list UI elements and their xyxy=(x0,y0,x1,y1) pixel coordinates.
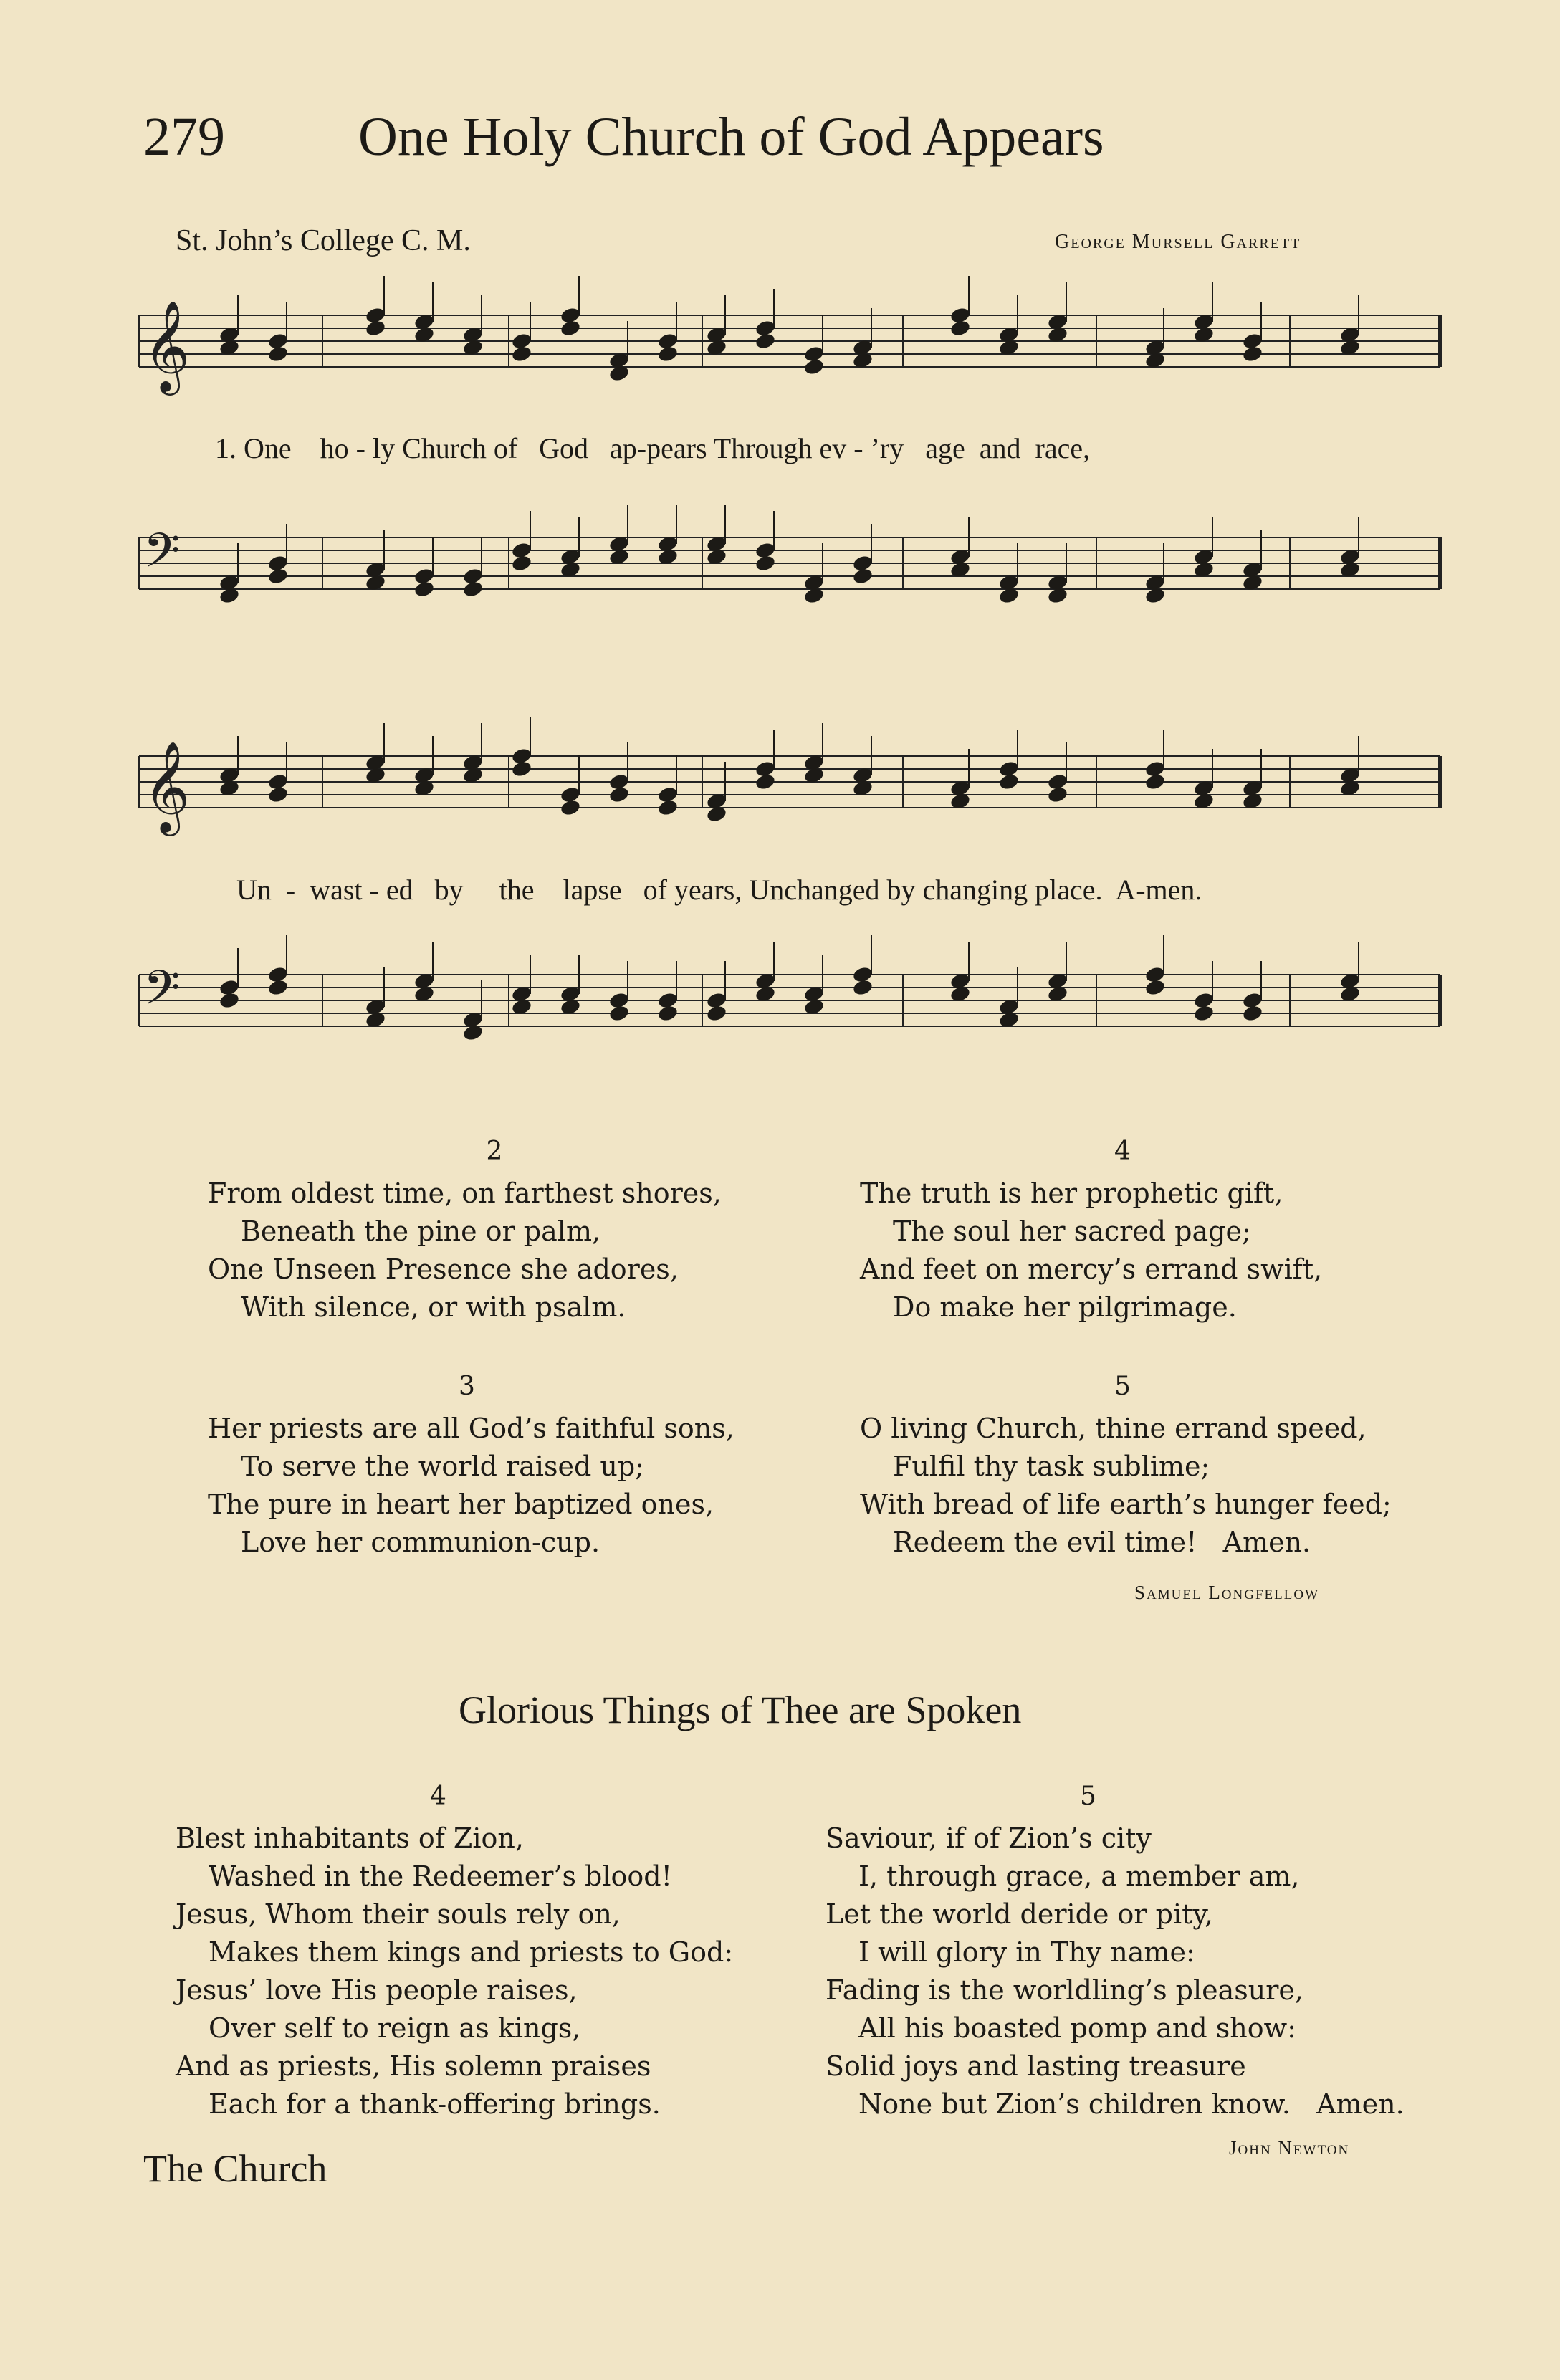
stanza-line: Love her communion-cup. xyxy=(241,1526,600,1558)
note-head xyxy=(657,1004,679,1023)
section-footer: The Church xyxy=(143,2147,327,2190)
note-head xyxy=(657,345,679,363)
note-head xyxy=(267,567,289,586)
treble-clef-icon: 𝄞 xyxy=(143,300,191,391)
note-head xyxy=(560,319,582,338)
bass-clef-icon: 𝄢 xyxy=(143,960,181,1027)
note-head xyxy=(755,332,777,350)
stanza-line: Saviour, if of Zion’s city xyxy=(826,1822,1152,1854)
stanza-line: I will glory in Thy name: xyxy=(858,1936,1195,1968)
stanza-line: Jesus’ love His people raises, xyxy=(176,1974,578,2006)
section-title: Glorious Things of Thee are Spoken xyxy=(459,1688,1022,1731)
stanza-4-glorious xyxy=(176,1777,792,2123)
note-head xyxy=(511,760,533,778)
stanza-line: With silence, or with psalm. xyxy=(241,1291,626,1323)
music-notation xyxy=(136,706,1447,871)
music-notation xyxy=(136,924,1447,1089)
stanza-5 xyxy=(860,1367,1490,1562)
note-head xyxy=(511,345,533,363)
note-head xyxy=(560,798,582,817)
stanza-line: Solid joys and lasting treasure xyxy=(826,2050,1246,2082)
note-head xyxy=(267,978,289,997)
stanza-line: Each for a thank-offering brings. xyxy=(209,2088,661,2120)
author-credit: Samuel Longfellow xyxy=(1134,1582,1320,1603)
stanza-number: 3 xyxy=(459,1372,475,1401)
note-head xyxy=(462,580,484,598)
stanza-number: 4 xyxy=(430,1782,446,1811)
stanza-line: Let the world deride or pity, xyxy=(826,1898,1213,1930)
note-head xyxy=(608,785,631,804)
stanza-line: With bread of life earth’s hunger feed; xyxy=(860,1488,1392,1520)
note-head xyxy=(1144,773,1167,791)
stanza-line: Her priests are all God’s faithful sons, xyxy=(208,1413,734,1444)
stanza-line: One Unseen Presence she adores, xyxy=(208,1253,679,1285)
stanza-line: Fading is the worldling’s pleasure, xyxy=(826,1974,1303,2006)
note-head xyxy=(413,580,436,598)
note-head xyxy=(852,978,874,997)
stanza-line: Blest inhabitants of Zion, xyxy=(176,1822,524,1854)
note-head xyxy=(267,785,289,804)
stanza-4 xyxy=(860,1132,1476,1327)
stanza-line: Makes them kings and priests to God: xyxy=(209,1936,734,1968)
note-head xyxy=(755,773,777,791)
stanza-line: The truth is her prophetic gift, xyxy=(860,1177,1283,1209)
stanza-number: 2 xyxy=(486,1137,503,1166)
note-head xyxy=(657,798,679,817)
note-head xyxy=(1242,345,1264,363)
hymn-number: 279 xyxy=(143,107,225,167)
stanza-2 xyxy=(208,1132,781,1327)
stanza-line: Jesus, Whom their souls rely on, xyxy=(176,1898,621,1930)
stanza-line: I, through grace, a member am, xyxy=(858,1860,1300,1892)
stanza-line: From oldest time, on farthest shores, xyxy=(208,1177,722,1209)
note-head xyxy=(998,773,1020,791)
stanza-number: 4 xyxy=(1114,1137,1131,1166)
stanza-line: Beneath the pine or palm, xyxy=(241,1215,601,1247)
note-head xyxy=(1144,978,1167,997)
stanza-line: The soul her sacred page; xyxy=(893,1215,1251,1247)
bass-clef-icon: 𝄢 xyxy=(143,523,181,590)
stanza-number: 5 xyxy=(1080,1782,1096,1811)
stanza-line: Washed in the Redeemer’s blood! xyxy=(209,1860,672,1892)
music-notation xyxy=(136,487,1447,652)
note-head xyxy=(608,1004,631,1023)
note-head xyxy=(755,554,777,573)
note-head xyxy=(1193,1004,1215,1023)
treble-clef-icon: 𝄞 xyxy=(143,740,191,832)
stanza-line: Fulfil thy task sublime; xyxy=(893,1451,1210,1482)
lyric-line-2: Un - wast - ed by the lapse of years, Unchanged by changing place. A-men. xyxy=(236,874,1202,906)
stanza-line: All his boasted pomp and show: xyxy=(858,2012,1296,2044)
stanza-3 xyxy=(208,1367,838,1562)
note-head xyxy=(803,358,826,376)
stanza-number: 5 xyxy=(1114,1372,1131,1401)
stanza-line: Over self to reign as kings, xyxy=(209,2012,581,2044)
lyric-line-1: 1. One ho - ly Church of God ap-pears Through ev - ’ry age and race, xyxy=(215,432,1091,464)
stanza-line: To serve the world raised up; xyxy=(241,1451,644,1482)
hymn-title: One Holy Church of God Appears xyxy=(358,107,1104,167)
music-staff-bass-2 xyxy=(136,924,1447,1089)
music-staff-bass-1 xyxy=(136,487,1447,652)
stanza-line: And feet on mercy’s errand swift, xyxy=(860,1253,1323,1285)
note-head xyxy=(1047,785,1069,804)
note-head xyxy=(706,1004,728,1023)
note-head xyxy=(365,319,387,338)
stanza-line: Redeem the evil time! Amen. xyxy=(893,1526,1311,1558)
music-notation xyxy=(136,265,1447,430)
author-credit: John Newton xyxy=(1229,2137,1350,2159)
note-head xyxy=(1242,1004,1264,1023)
stanza-line: Do make her pilgrimage. xyxy=(893,1291,1237,1323)
note-head xyxy=(511,554,533,573)
note-head xyxy=(852,567,874,586)
tune-name: St. John’s College C. M. xyxy=(176,224,471,257)
stanza-5-glorious xyxy=(826,1777,1470,2123)
music-staff-treble-1 xyxy=(136,265,1447,430)
note-head xyxy=(219,991,241,1010)
stanza-line: None but Zion’s children know. Amen. xyxy=(858,2088,1405,2120)
music-staff-treble-2 xyxy=(136,706,1447,871)
note-head xyxy=(949,319,972,338)
stanza-line: O living Church, thine errand speed, xyxy=(860,1413,1367,1444)
note-head xyxy=(267,345,289,363)
composer-credit: George Mursell Garrett xyxy=(1055,231,1301,253)
stanza-line: And as priests, His solemn praises xyxy=(176,2050,651,2082)
stanza-line: The pure in heart her baptized ones, xyxy=(208,1488,714,1520)
